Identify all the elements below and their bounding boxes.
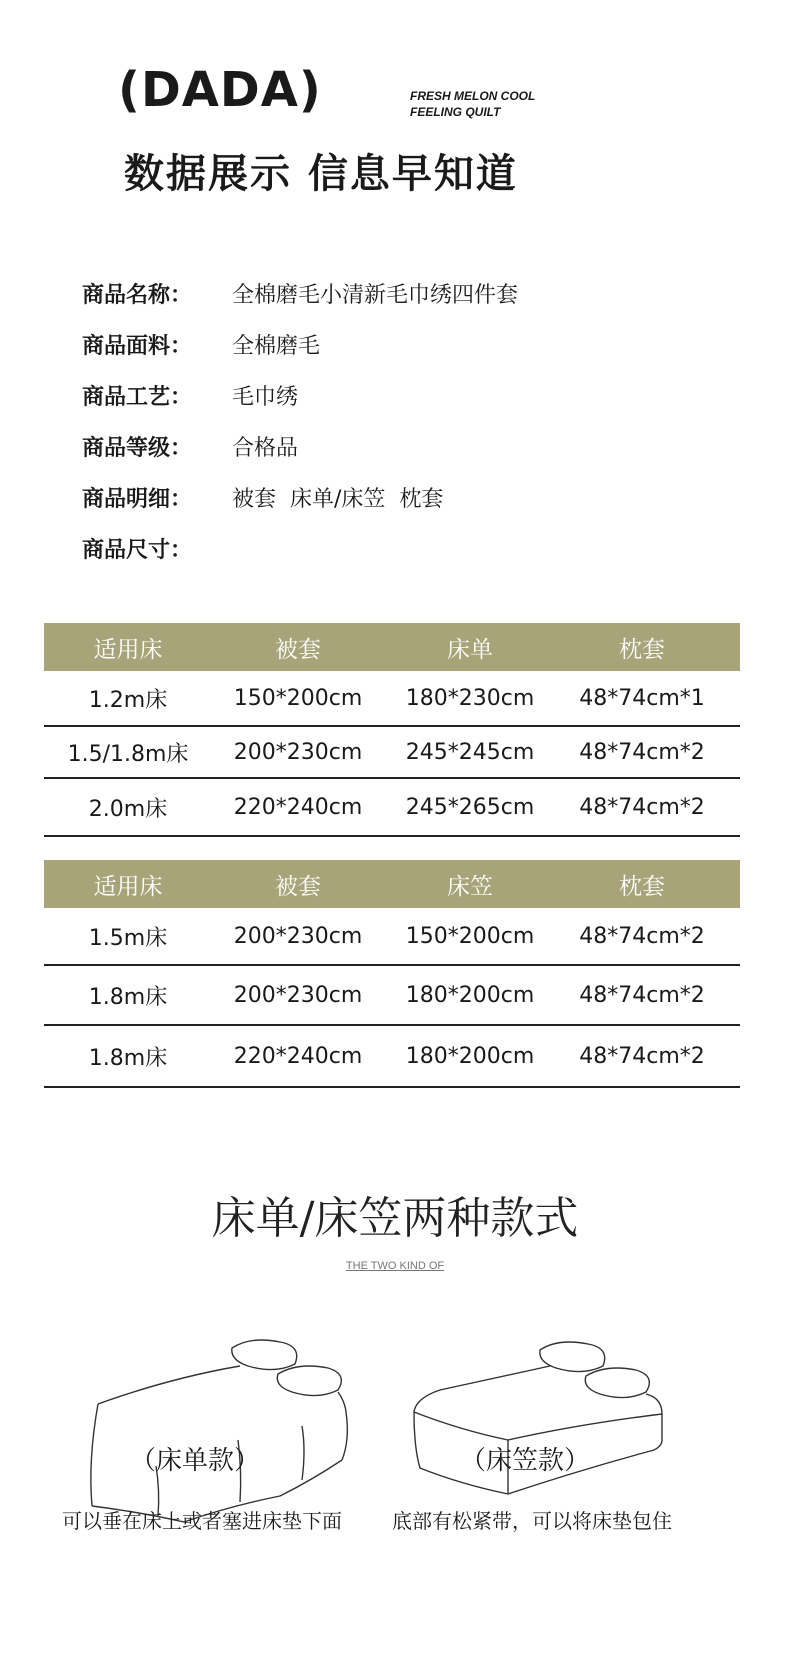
table-cell: 1.2m床 [88,687,168,713]
header-cell: 床笠 [447,873,493,900]
size-table-fitted [44,860,740,1088]
table-cell: 180*200cm [405,1043,535,1069]
flat-sheet-illustration [80,1330,380,1530]
spec-size-row [82,528,232,568]
fitted-sheet-illustration [400,1330,700,1530]
spec-label: 商品尺寸： [82,537,193,563]
section-subtitle: THE TWO KIND OF [345,1260,445,1272]
table-header [44,623,740,671]
header-cell: 枕套 [619,873,665,900]
table-cell: 200*230cm [233,739,363,765]
table-row [44,908,740,966]
table-cell: 48*74cm*2 [579,794,705,820]
table-cell: 2.0m床 [88,796,168,822]
spec-label: 商品工艺： [82,384,193,410]
flat-sheet-description: 可以垂在床上或者塞进床垫下面 [62,1509,342,1533]
fitted-sheet-description: 底部有松紧带，可以将床垫包住 [392,1509,672,1533]
table-cell: 180*230cm [405,685,535,711]
table-row [44,671,740,727]
table-cell: 245*245cm [405,739,535,765]
page-title: 数据展示 信息早知道 [124,151,518,197]
header-cell: 适用床 [93,636,163,663]
table-cell: 200*230cm [233,982,363,1008]
spec-fabric-row [82,324,320,364]
spec-grade-row [82,426,298,466]
spec-label: 商品明细： [82,486,193,512]
spec-value: 合格品 [232,435,299,461]
table-cell: 180*200cm [405,982,535,1008]
table-cell: 48*74cm*2 [579,739,705,765]
brand-logo: (DADA) [118,62,322,118]
spec-name-row [82,273,518,313]
spec-value: 被套 床单/床笠 枕套 [232,486,444,512]
size-table-sheet [44,623,740,837]
header-cell: 适用床 [93,873,163,900]
table-cell: 1.8m床 [88,1045,168,1071]
spec-label: 商品名称： [82,282,193,308]
table-cell: 1.5/1.8m床 [67,741,189,767]
spec-detail-row [82,477,443,517]
table-cell: 200*230cm [233,923,363,949]
spec-craft-row [82,375,298,415]
table-cell: 220*240cm [233,1043,363,1069]
spec-value: 毛巾绣 [232,384,299,410]
table-cell: 48*74cm*2 [579,923,705,949]
spec-value: 全棉磨毛 [232,333,321,359]
table-cell: 1.8m床 [88,984,168,1010]
table-header [44,860,740,908]
table-cell: 48*74cm*2 [579,1043,705,1069]
spec-label: 商品等级： [82,435,193,461]
table-row [44,779,740,837]
header-cell: 被套 [275,873,321,900]
spec-label: 商品面料： [82,333,193,359]
table-cell: 245*265cm [405,794,535,820]
tagline [410,88,535,120]
header-cell: 枕套 [619,636,665,663]
header-cell: 被套 [275,636,321,663]
header-cell: 床单 [447,636,493,663]
table-cell: 150*200cm [233,685,363,711]
table-row [44,727,740,779]
fitted-sheet-caption: （床笠款） [459,1446,590,1476]
spec-value: 全棉磨毛小清新毛巾绣四件套 [232,282,519,308]
tagline-line-2: FEELING QUILT [410,105,501,119]
table-cell: 48*74cm*2 [579,982,705,1008]
section-title: 床单/床笠两种款式 [211,1193,579,1244]
table-cell: 48*74cm*1 [579,685,705,711]
table-row [44,1026,740,1088]
table-cell: 1.5m床 [88,925,168,951]
table-row [44,966,740,1026]
table-cell: 220*240cm [233,794,363,820]
table-cell: 150*200cm [405,923,535,949]
tagline-line-1: FRESH MELON COOL [410,89,536,103]
flat-sheet-caption: （床单款） [129,1446,260,1476]
